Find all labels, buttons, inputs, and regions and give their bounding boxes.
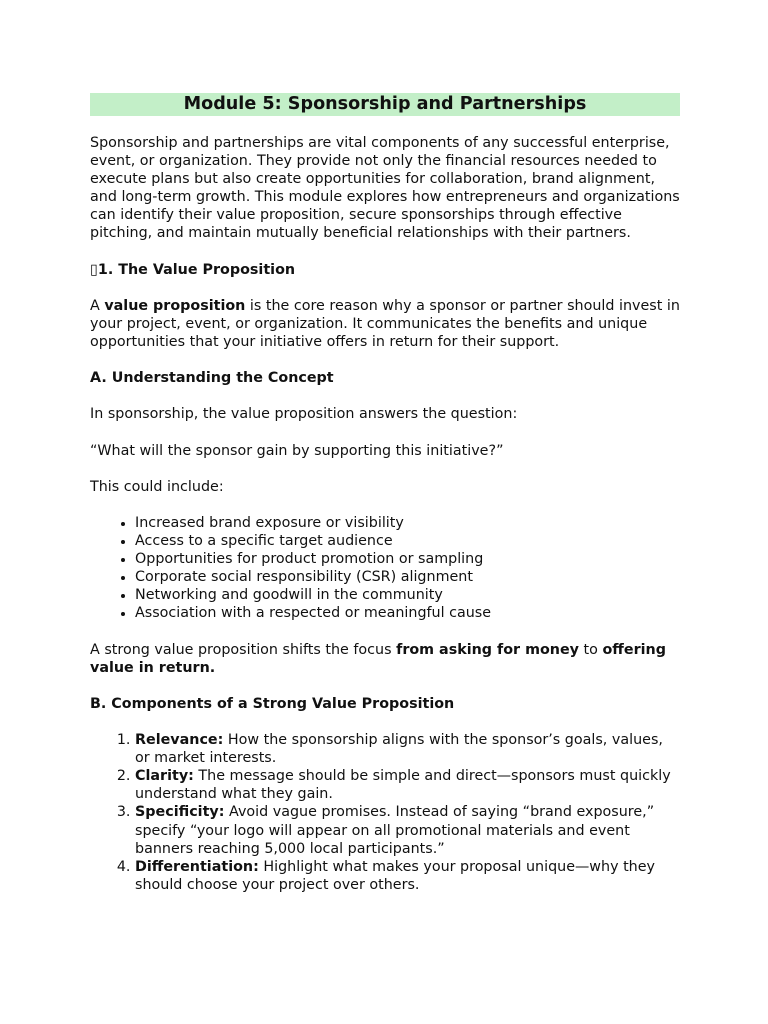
shift-prefix: A strong value proposition shifts the focus: [90, 641, 397, 658]
item-text: Highlight what makes your proposal unique—why they should choose your project over others.: [135, 858, 655, 893]
list-item: [135, 767, 680, 803]
item-term: Clarity:: [135, 768, 194, 785]
vp-bold-term: value proposition: [104, 297, 246, 314]
list-item: [135, 858, 680, 894]
list-item: • Corporate social responsibility (CSR) alignment: [135, 568, 680, 586]
list-item: • Access to a specific target audience: [135, 532, 680, 550]
vp-rest: is the core reason why a sponsor or partner should invest in your project, event, or organization. It communicates the benefits and unique opportunities that your initiative offers in return for their support.: [90, 297, 680, 351]
shift-bold-1: from asking for money: [396, 641, 580, 658]
value-proposition-paragraph: [90, 297, 680, 351]
item-text: The message should be simple and direct—sponsors must quickly understand what they gain.: [135, 768, 671, 803]
shift-bold-2: offering value in return.: [90, 641, 666, 676]
item-term: Relevance:: [135, 732, 224, 749]
vp-prefix: A: [90, 297, 105, 314]
section-b-heading: B. Components of a Strong Value Proposition: [90, 695, 455, 712]
section-a-quote: “What will the sponsor gain by supporting this initiative?”: [90, 442, 504, 459]
intro-paragraph: Sponsorship and partnerships are vital components of any successful enterprise, event, or organization. They provide not only the financial resources needed to execute plans but also create opportunities for collaboration, brand alignment, and long-term growth. This module explores how entrepreneurs and organizations can identify their value proposition, secure sponsorships through effective pitching, and maintain mutually beneficial relationships with their partners.: [90, 135, 680, 242]
list-item: • Networking and goodwill in the community: [135, 586, 680, 604]
shift-mid: to: [579, 641, 603, 658]
page-title: Module 5: Sponsorship and Partnerships: [90, 93, 680, 116]
shift-focus-paragraph: [90, 641, 680, 677]
list-item: • Opportunities for product promotion or sampling: [135, 550, 680, 568]
item-term: Specificity:: [135, 804, 225, 821]
item-text: Avoid vague promises. Instead of saying “brand exposure,” specify “your logo will appear on all promotional materials and event banners reaching 5,000 local participants.”: [135, 804, 655, 857]
list-item: • Increased brand exposure or visibility: [135, 514, 680, 532]
list-item: [135, 731, 680, 767]
benefits-list: [90, 514, 680, 623]
item-text: How the sponsorship aligns with the sponsor’s goals, values, or market interests.: [135, 732, 663, 767]
list-item: • Association with a respected or meaningful cause: [135, 604, 680, 622]
components-list: [90, 731, 680, 894]
document-page: [90, 93, 680, 894]
section-a-line2: This could include:: [90, 478, 224, 495]
section-a-heading: A. Understanding the Concept: [90, 370, 334, 387]
section-1-heading: ▯1. The Value Proposition: [90, 261, 296, 278]
section-a-line1: In sponsorship, the value proposition answers the question:: [90, 406, 518, 423]
item-term: Differentiation:: [135, 858, 259, 875]
list-item: [135, 803, 680, 857]
